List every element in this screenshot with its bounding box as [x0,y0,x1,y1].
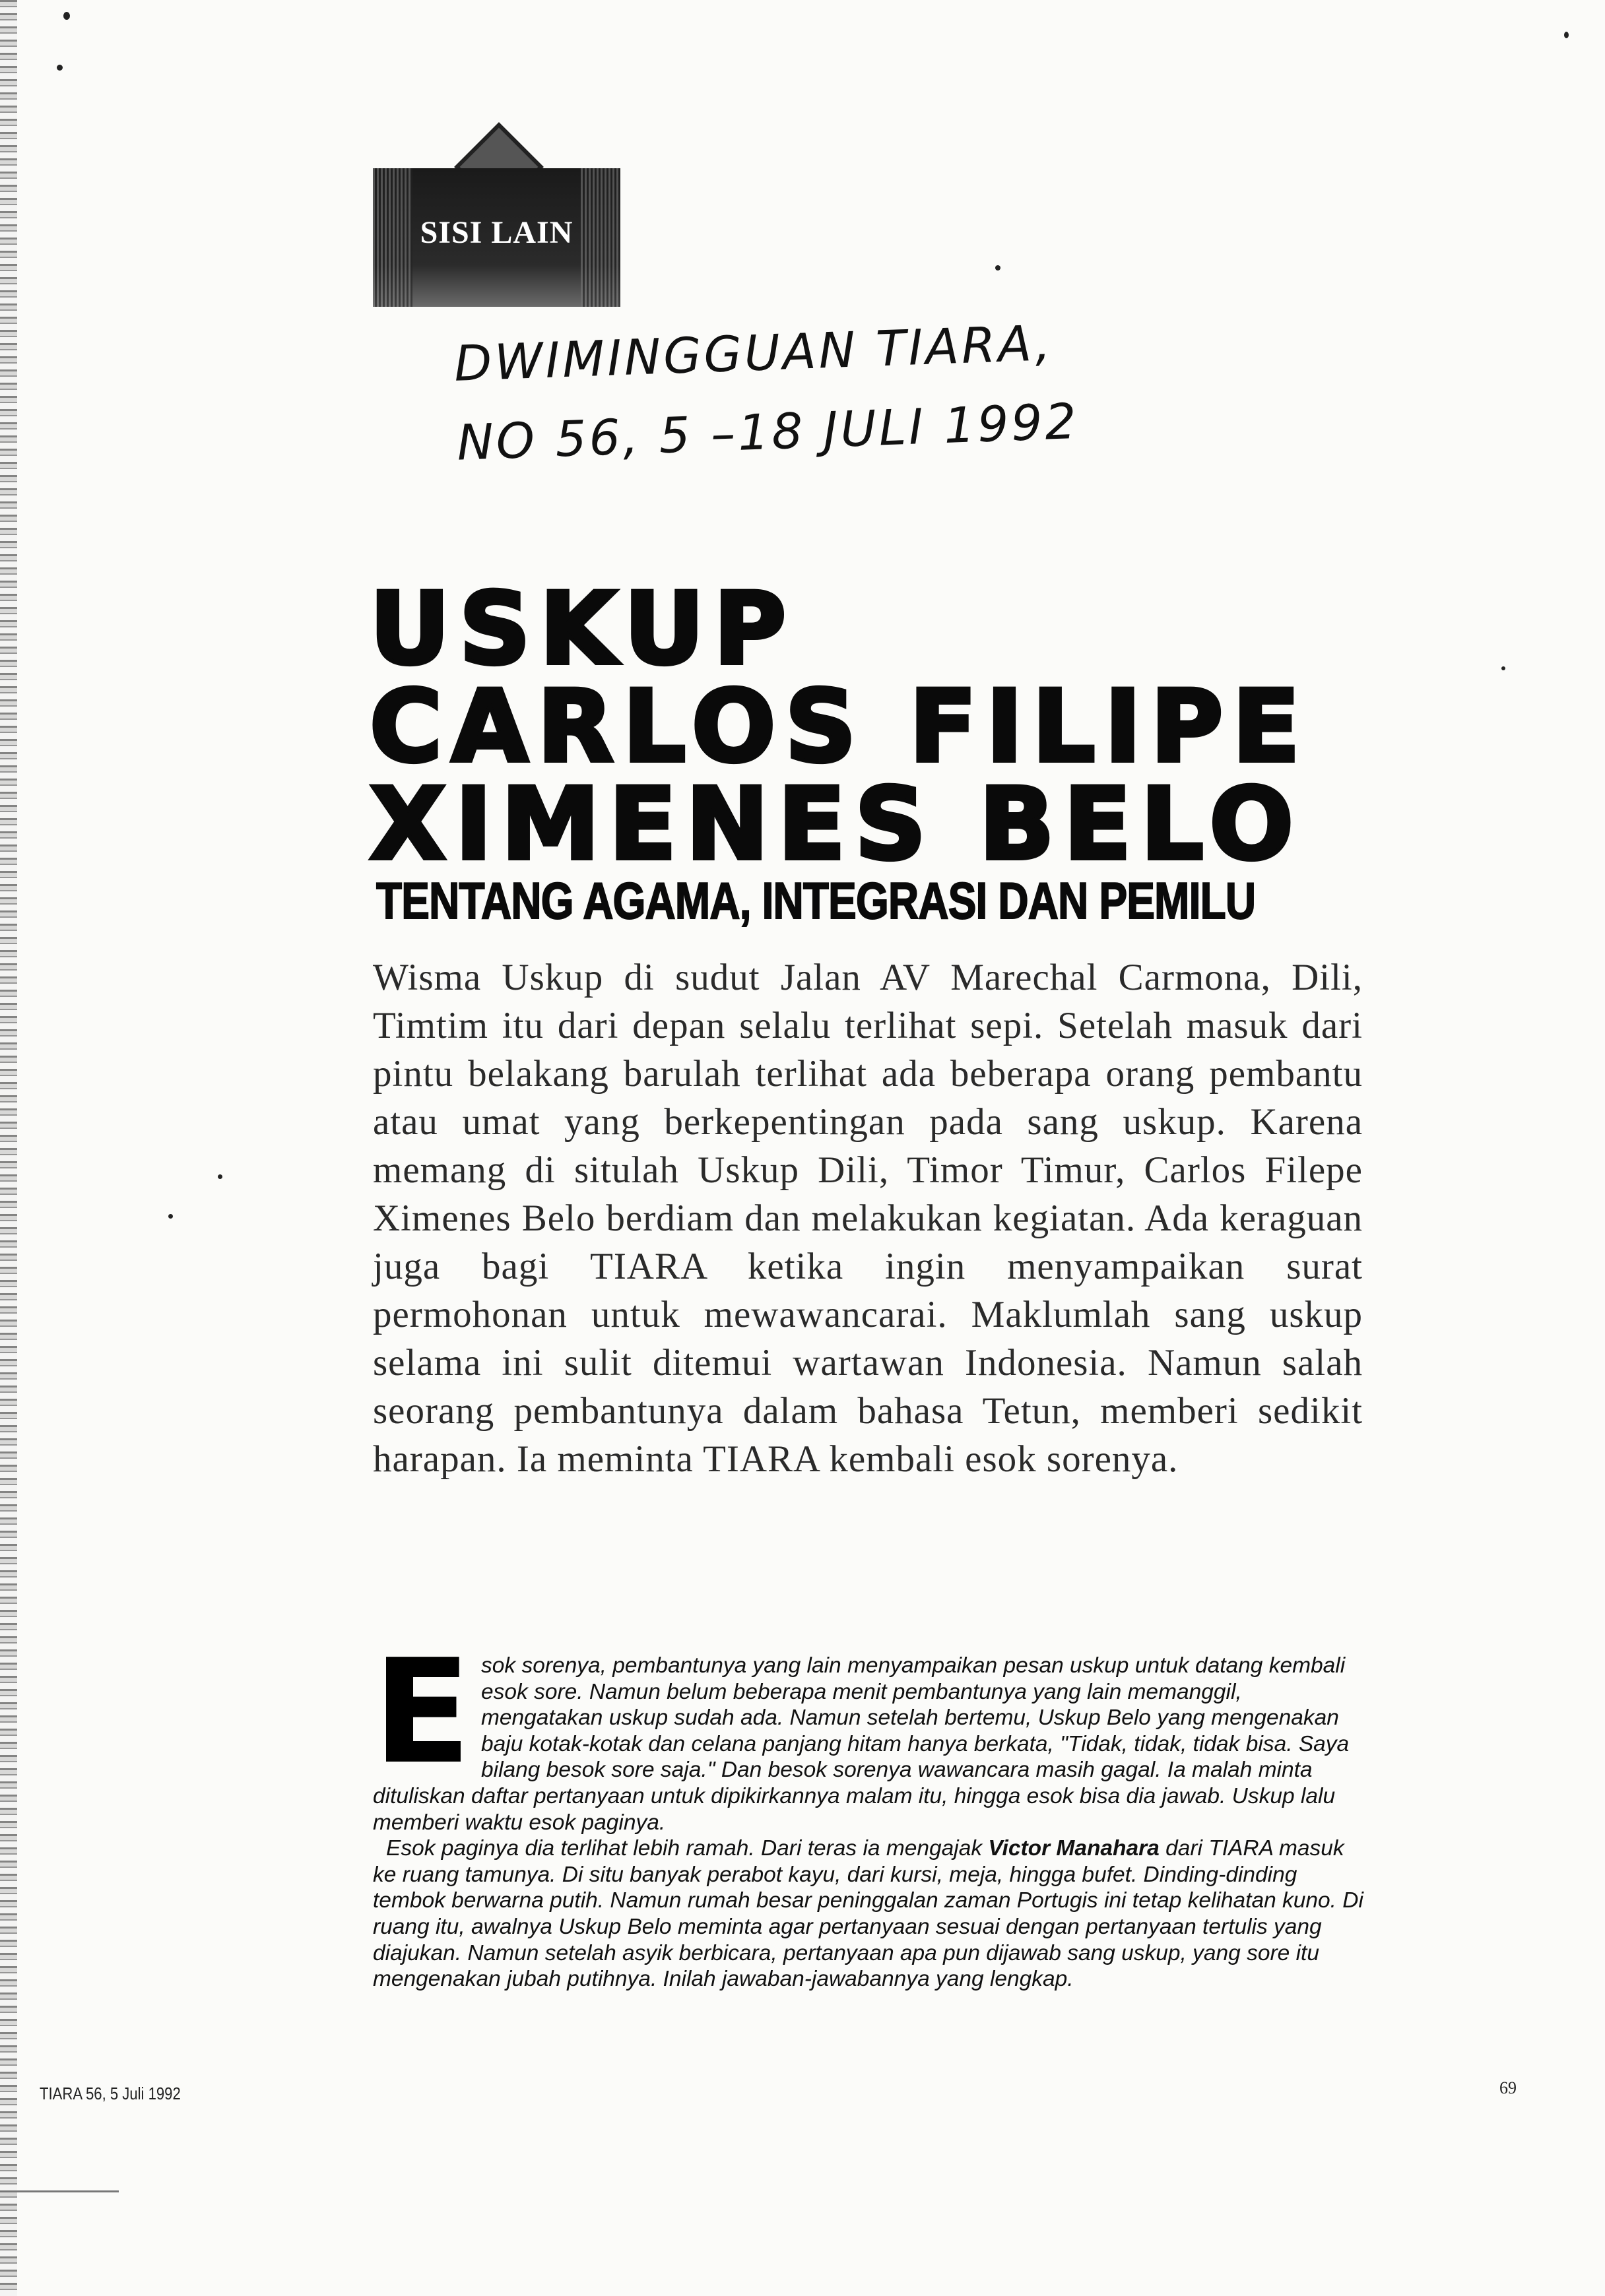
body-paragraph-2-start: Esok paginya dia terlihat lebih ramah. Dari teras ia mengajak [386,1836,989,1861]
body-paragraph-1: sok sorenya, pembantunya yang lain menyampaikan pesan uskup untuk datang kembali esok sore. Namun belum beberapa menit pembantunya yang lain memanggil, mengatakan uskup sudah ada. Namun setelah bertemu, Uskup Belo yang mengenakan baju kotak-kotak dan celana panjang hitam hanya berkata, "Tidak, tidak, tidak bisa. Saya bilang besok sore saja." Dan besok sorenya wawancara masih gagal. Ia malah minta dituliskan daftar pertanyaan untuk dipikirkannya malam itu, hingga esok bisa dia jawab. Uskup lalu memberi waktu esok paginya. [373,1653,1350,1835]
scan-speck [57,65,63,71]
reporter-name: Victor Manahara [988,1836,1160,1861]
section-badge-label: SISI LAIN [420,215,573,250]
headline-line3: XIMENES BELO [370,767,1303,882]
footer-rule [0,2190,119,2192]
headline-line2: CARLOS FILIPE [370,670,1309,784]
subheadline: TENTANG AGAMA, INTEGRASI DAN PEMILU [376,872,1256,930]
section-badge [373,135,620,307]
page-number: 69 [1499,2078,1517,2097]
headline [370,572,1399,882]
body-paragraph-2-end: dari TIARA masuk ke ruang tamunya. Di situ banyak perabot kayu, dari kursi, meja, hingga bufet. Dinding-dinding tembok berwarna putih. Namun rumah besar peninggalan zaman Portugis ini tetap kelihatan kuno. Di ruang itu, awalnya Uskup Belo meminta agar pertanyaan sesuai dengan pertanyaan tertulis yang diajukan. Namun setelah asyik berbicara, pertanyaan apa pun dijawab sang uskup, yang sore itu mengenakan jubah putihnya. Inilah jawaban-jawabannya yang lengkap. [373,1836,1363,1992]
scan-speck [1564,32,1569,38]
scan-speck [1501,666,1505,670]
body-paragraph-2 [373,1835,1369,1993]
scan-speck [168,1214,173,1219]
handwritten-note-line2: NO 56, 5 –18 JULI 1992 [455,393,1080,472]
footer-publication: TIARA 56, 5 Juli 1992 [40,2084,181,2103]
drop-cap: E [373,1629,471,1796]
handwritten-note [453,296,1283,482]
scan-edge-artifact [0,0,17,2296]
article-body [373,1629,1369,1993]
lead-paragraph: Wisma Uskup di sudut Jalan AV Marechal Carmona, Dili, Timtim itu dari depan selalu terlihat sepi. Setelah masuk dari pintu belakang barulah terlihat ada beberapa orang pembantu atau umat yang berkepentingan pada sang uskup. Karena memang di situlah Uskup Dili, Timor Timur, Carlos Filepe Ximenes Belo berdiam dan melakukan kegiatan. Ada keraguan juga bagi TIARA ketika ingin menyampaikan surat permohonan untuk mewawancarai. Maklumlah sang uskup selama ini sulit ditemui wartawan Indonesia. Namun salah seorang pembantunya dalam bahasa Tetun, memberi sedikit harapan. Ia meminta TIARA kembali esok sorenya. [373,957,1363,1480]
handwritten-note-line1: DWIMINGGUAN TIARA, [453,315,1055,393]
scan-speck [63,12,70,20]
scan-speck [995,265,1000,271]
headline-line1: USKUP [370,572,796,687]
scan-speck [218,1174,222,1179]
